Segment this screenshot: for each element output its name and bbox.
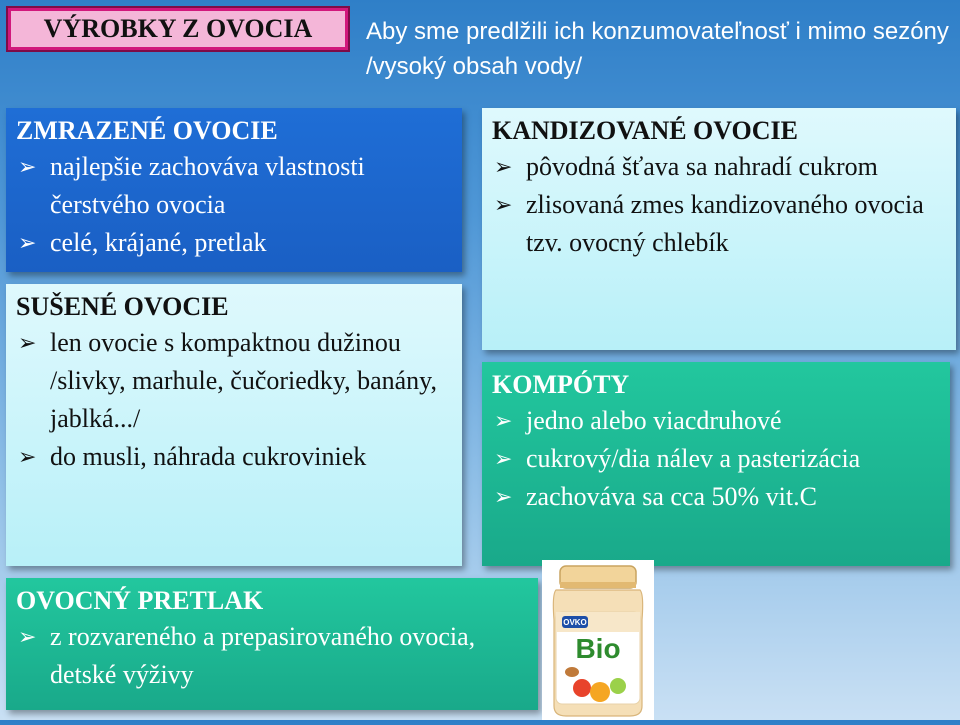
box-heading: KANDIZOVANÉ OVOCIE [492,116,798,145]
list-item: ➢ z rozvareného a prepasirovaného ovocia, detské výživy [16,618,528,694]
box-heading: ZMRAZENÉ OVOCIE [16,116,278,145]
bullet-list [492,148,946,262]
box-zmrazene-ovocie [6,108,462,272]
jar-bio-logo: Bio [575,633,621,664]
box-kandizovane-ovocie [482,108,956,350]
box-heading: KOMPÓTY [492,370,630,399]
title-badge [6,6,350,52]
list-item: ➢ pôvodná šťava sa nahradí cukrom [492,148,946,186]
list-item: ➢ jedno alebo viacdruhové [492,402,940,440]
page-title: VÝROBKY Z OVOCIA [11,11,345,47]
arrow-bullet-icon: ➢ [494,408,513,433]
arrow-bullet-icon: ➢ [494,192,513,217]
box-susene-ovocie [6,284,462,566]
list-item: ➢ zachováva sa cca 50% vit.C [492,478,940,516]
bullet-list [16,324,452,476]
list-item: ➢ celé, krájané, pretlak [16,224,452,262]
box-heading: SUŠENÉ OVOCIE [16,292,229,321]
jar-brand-logo: OVKO [563,618,587,627]
bullet-list [16,618,528,694]
arrow-bullet-icon: ➢ [18,444,37,469]
list-item: ➢ cukrový/dia nálev a pasterizácia [492,440,940,478]
arrow-bullet-icon: ➢ [18,330,37,355]
box-kompoty [482,362,950,566]
arrow-bullet-icon: ➢ [18,624,37,649]
arrow-bullet-icon: ➢ [494,484,513,509]
jar-illustration [542,560,654,720]
arrow-bullet-icon: ➢ [18,154,37,179]
list-item: ➢ do musli, náhrada cukroviniek [16,438,452,476]
box-heading: OVOCNÝ PRETLAK [16,586,264,615]
box-ovocny-pretlak [6,578,538,710]
list-item: ➢ najlepšie zachováva vlastnosti čerstvého ovocia [16,148,452,224]
list-item: ➢ len ovocie s kompaktnou dužinou /slivky, marhule, čučoriedky, banány, jablká.../ [16,324,452,438]
baby-food-jar-image [542,560,654,720]
arrow-bullet-icon: ➢ [494,446,513,471]
arrow-bullet-icon: ➢ [18,230,37,255]
subtitle: Aby sme predlžili ich konzumovateľnosť i mimo sezóny /vysoký obsah vody/ [366,18,949,80]
list-item: ➢ zlisovaná zmes kandizovaného ovocia tzv. ovocný chlebík [492,186,946,262]
arrow-bullet-icon: ➢ [494,154,513,179]
bullet-list [16,148,452,262]
bullet-list [492,402,940,516]
